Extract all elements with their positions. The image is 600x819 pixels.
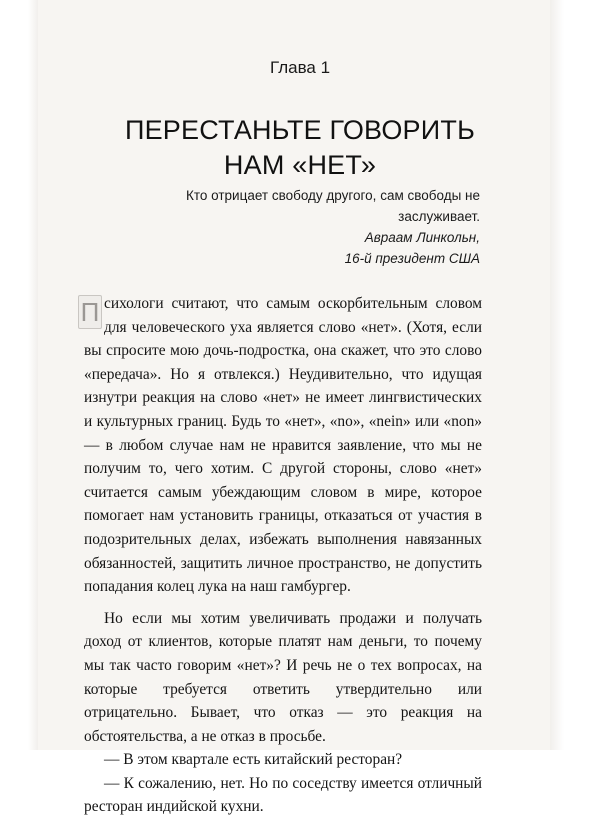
paragraph-2: Но если мы хотим увеличивать продажи и получать доход от клиентов, которые платят нам деньги, то почему мы так часто говорим «нет»? И речь не о тех вопросах, на которые требуется ответить утвердительно или отрицательно. Бывает, что отказ — это реакция на обстоятельства, а не отказ в просьбе. (84, 609, 482, 745)
epigraph-quote: Кто отрицает свободу другого, сам свободы не заслуживает. (186, 188, 480, 224)
epigraph-author: Авраам Линкольн, (364, 230, 480, 245)
chapter-title (0, 113, 600, 183)
chapter-title-line-1: ПЕРЕСТАНЬТЕ ГОВОРИТЬ (124, 115, 475, 145)
dialogue-line-2: — К сожалению, нет. Но по соседству имеется отличный ресторан индийской кухни. (84, 774, 482, 816)
chapter-title-line-2: НАМ «НЕТ» (223, 150, 377, 180)
paragraph-1 (80, 292, 482, 599)
chapter-body (80, 292, 482, 819)
chapter-label: Глава 1 (269, 58, 331, 77)
epigraph (120, 185, 480, 269)
epigraph-author-role: 16-й президент США (344, 251, 480, 266)
drop-cap: П (78, 295, 102, 329)
dialogue-line-1: — В этом квартале есть китайский ресторан? (104, 751, 403, 769)
paragraph-1-text: сихологи считают, что самым оскорбительным словом для человеческого уха является слово «нет». (Хотя, если вы спросите мою дочь-подростка, она скажет, что это слово «передача». Но я отвлекся.) Неудивительно, что идущая изнутри реакция на слово «нет» не имеет лингвистических и культурных границ. Будь то «нет», «no», «nein» или «non» — в любом случае нам не нравится заявление, что мы не получим то, чего хотим. С другой стороны, слово «нет» считается самым убеждающим словом в мире, которое помогает нам установить границы, отказаться от участия в подозрительных делах, избежать выполнения навязанных обязанностей, защитить личное пространство, не допустить попадания колец лука на наш гамбургер. (84, 295, 482, 596)
